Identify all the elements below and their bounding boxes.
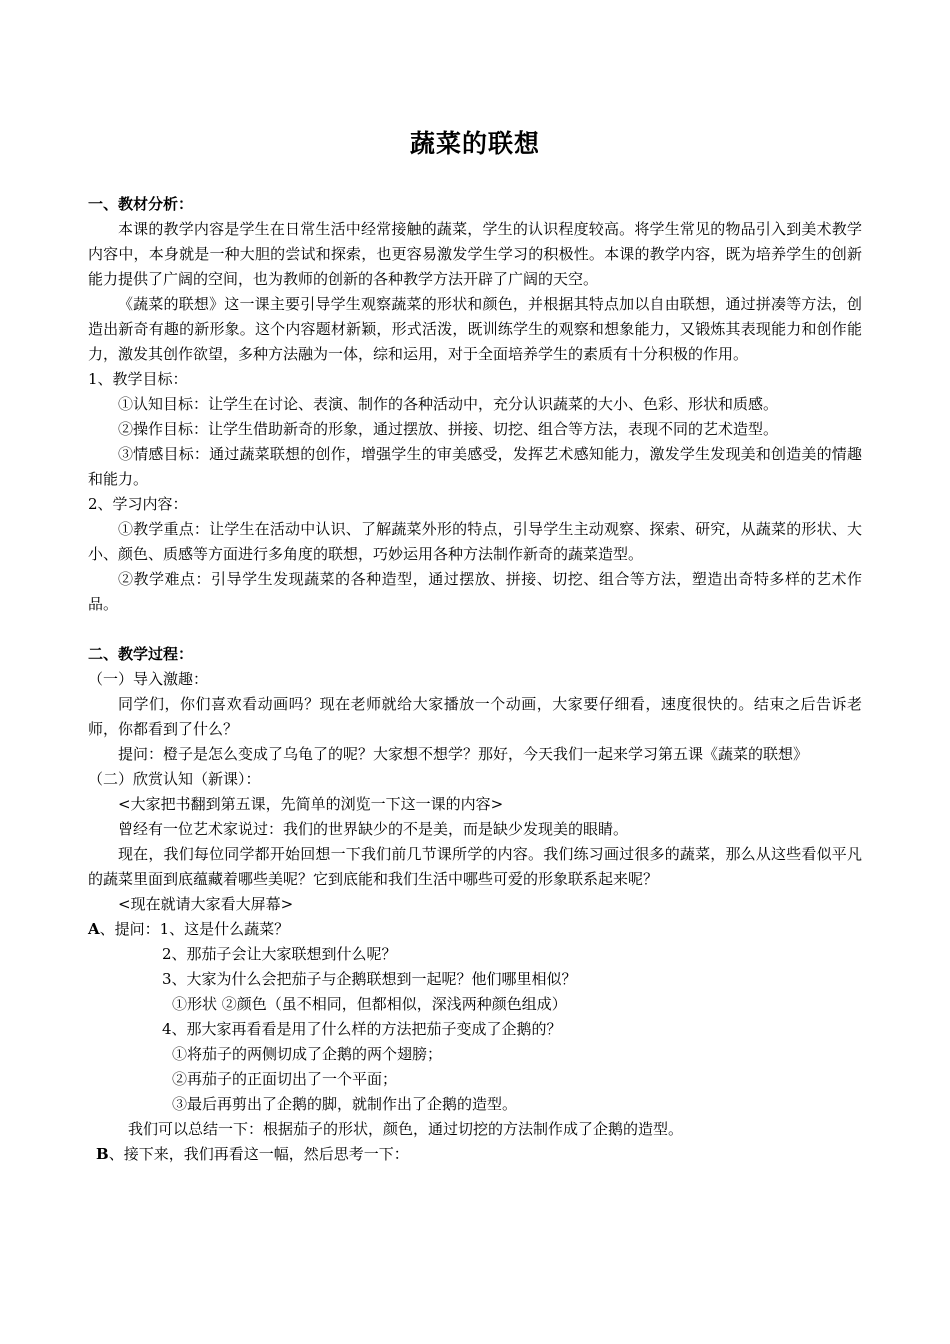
paragraph: <大家把书翻到第五课，先简单的浏览一下这一课的内容> [118, 795, 504, 813]
paragraph: 曾经有一位艺术家说过：我们的世界缺少的不是美，而是缺少发现美的眼睛。 [118, 820, 629, 838]
question-b [88, 1142, 862, 1167]
paragraph: 《蔬菜的联想》这一课主要引导学生观察蔬菜的形状和颜色，并根据其特点加以自由联想，通过拼凑等方法，创造出新奇有趣的新形象。这个内容题材新颖，形式活泼，既训练学生的观察和想象能力，又锻炼其表现能力和创作能力，激发其创作欲望，多种方法融为一体，综和运用，对于全面培养学生的素质有十分积极的作用。 [88, 295, 862, 363]
subheading-goals: 1、教学目标： [88, 370, 188, 388]
question-item: 3、大家为什么会把茄子与企鹅联想到一起呢？他们哪里相似？ [162, 970, 577, 988]
paragraph: 提问：橙子是怎么变成了乌龟了的呢？大家想不想学？那好，今天我们一起来学习第五课《蔬菜的联想》 [118, 745, 809, 763]
document-title: 蔬菜的联想 [409, 129, 540, 158]
label-a: A [88, 920, 100, 938]
paragraph: 现在，我们每位同学都开始回想一下我们前几节课所学的内容。我们练习画过很多的蔬菜，那么从这些看似平凡的蔬菜里面到底蕴藏着哪些美呢？它到底能和我们生活中哪些可爱的形象联系起来呢？ [88, 845, 862, 888]
difficult-point: ②教学难点：引导学生发现蔬菜的各种造型，通过摆放、拼接、切挖、组合等方法，塑造出奇特多样的艺术作品。 [88, 570, 862, 613]
step-item: ①将茄子的两侧切成了企鹅的两个翅膀； [172, 1045, 443, 1063]
question-b-text: 、接下来，我们再看这一幅，然后思考一下： [108, 1145, 409, 1163]
answer-item: ①形状 ②颜色（虽不相同，但都相似，深浅两种颜色组成） [172, 995, 567, 1013]
goal-item: ③情感目标：通过蔬菜联想的创作，增强学生的审美感受，发挥艺术感知能力，激发学生发现美和创造美的情趣和能力。 [88, 445, 862, 488]
part-heading-intro: （一）导入激趣： [88, 670, 209, 688]
question-a [88, 917, 862, 942]
section-heading-analysis: 一、教材分析： [88, 195, 194, 213]
paragraph: <现在就请大家看大屏幕> [118, 895, 294, 913]
subheading-content: 2、学习内容： [88, 495, 188, 513]
summary: 我们可以总结一下：根据茄子的形状，颜色，通过切挖的方法制作成了企鹅的造型。 [128, 1120, 684, 1138]
key-point: ①教学重点：让学生在活动中认识、了解蔬菜外形的特点，引导学生主动观察、探索、研究，从蔬菜的形状、大小、颜色、质感等方面进行多角度的联想，巧妙运用各种方法制作新奇的蔬菜造型。 [88, 520, 862, 563]
question-a-text: 、提问：1、这是什么蔬菜？ [99, 920, 290, 938]
document-body [88, 192, 862, 1167]
step-item: ③最后再剪出了企鹅的脚，就制作出了企鹅的造型。 [172, 1095, 518, 1113]
goal-item: ①认知目标：让学生在讨论、表演、制作的各种活动中，充分认识蔬菜的大小、色彩、形状和质感。 [118, 395, 779, 413]
label-b: B [96, 1145, 109, 1163]
section-heading-process: 二、教学过程： [88, 645, 194, 663]
part-heading-appreciation: （二）欣赏认知（新课）： [88, 770, 261, 788]
question-item: 4、那大家再看看是用了什么样的方法把茄子变成了企鹅的？ [162, 1020, 562, 1038]
paragraph: 本课的教学内容是学生在日常生活中经常接触的蔬菜，学生的认识程度较高。将学生常见的物品引入到美术教学内容中，本身就是一种大胆的尝试和探索，也更容易激发学生学习的积极性。本课的教学内容，既为培养学生的创新能力提供了广阔的空间，也为教师的创新的各种教学方法开辟了广阔的天空。 [88, 220, 862, 288]
goal-item: ②操作目标：让学生借助新奇的形象，通过摆放、拼接、切挖、组合等方法，表现不同的艺术造型。 [118, 420, 779, 438]
spacer [88, 617, 862, 642]
paragraph: 同学们，你们喜欢看动画吗？现在老师就给大家播放一个动画，大家要仔细看，速度很快的。结束之后告诉老师，你都看到了什么？ [88, 695, 862, 738]
step-item: ②再茄子的正面切出了一个平面； [172, 1070, 398, 1088]
question-item: 2、那茄子会让大家联想到什么呢？ [162, 945, 397, 963]
